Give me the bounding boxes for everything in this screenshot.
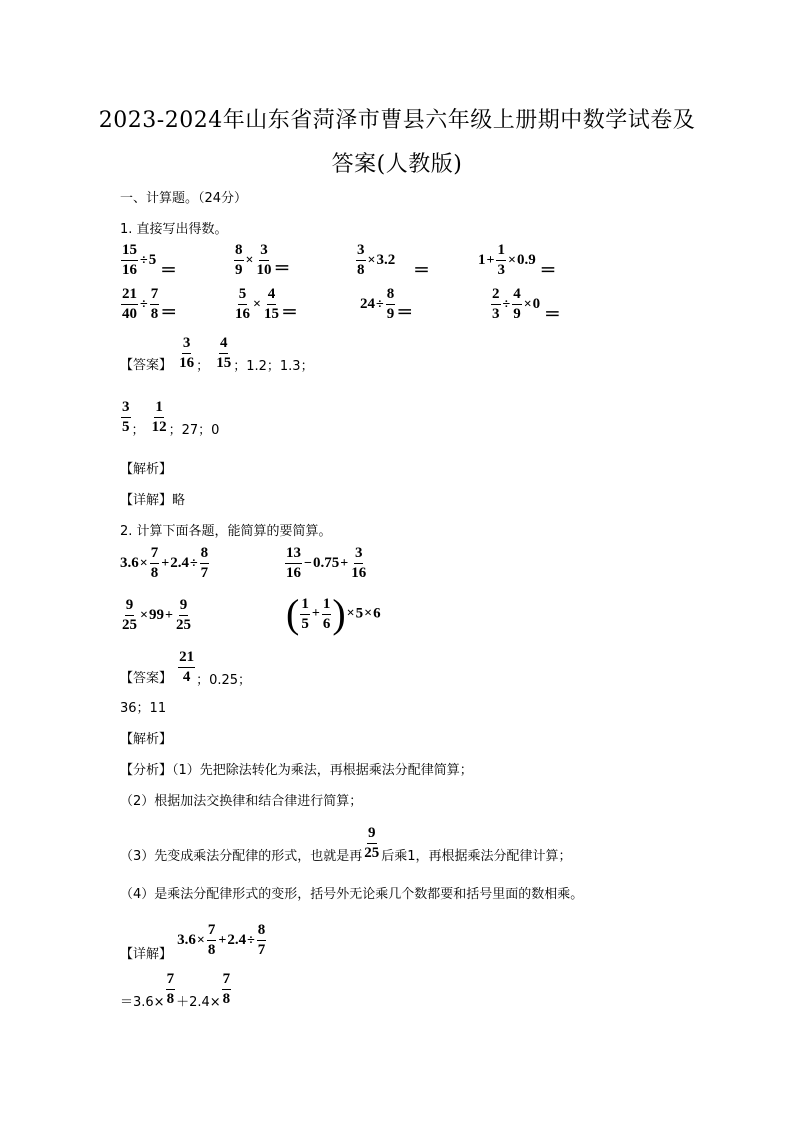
q2-problem-1: 3.6× $\frac{7}{8}$ +2.4÷ $\frac{8}{7}$ (120, 545, 209, 581)
answer-fraction-1-12: $\frac{1}{12}$ (151, 399, 167, 435)
q2-problem-3: $\frac{9}{25}$ ×99+ $\frac{9}{25}$ (122, 597, 191, 633)
answer-tail: ；0.25； (196, 673, 252, 688)
answer-tail: ；1.2；1.3； (233, 359, 314, 374)
detail-label: 【详解】 (120, 946, 173, 962)
problem-1: $\frac{15}{16}$ ÷5 ＝ (122, 242, 177, 280)
q2-analysis-line-1: 【分析】（1）先把除法转化为乘法，再根据乘法分配律简算； (120, 763, 473, 778)
problem-2: $\frac{8}{9}$ × $\frac{3}{10}$ ＝ (235, 242, 291, 278)
q1-analysis-label: 【解析】 (120, 462, 173, 477)
problem-7: 24÷ $\frac{8}{9}$ ＝ (360, 286, 414, 322)
q1-answer-line1: $_{【答案】}$ $\frac{3}{16}$ $_;$ $\frac{4}{15}$ $_{;1.2;1.3;}$ (120, 335, 314, 374)
q1-detail (120, 489, 185, 508)
q2-analysis-line-4: （4）是乘法分配律形式的变形，括号外无论乘几个数都要和括号里面的数相乘。 (120, 887, 584, 902)
q2-answer-line2: 36；11 (120, 701, 167, 716)
q2-analysis-label: 【解析】 (120, 732, 173, 747)
q2-detail-step1: $_{=3.6\times}$ $\frac{7}{8}$ $_{+2.4\times}$ $\frac{7}{8}$ (120, 971, 231, 1010)
problem-6: $\frac{5}{16}$ × $\frac{4}{15}$ ＝ (235, 286, 298, 322)
fraction-7-8: $\frac{7}{8}$ (222, 971, 231, 1007)
answer-fraction-4-15: $\frac{4}{15}$ (216, 335, 232, 371)
answer-label: 【答案】 (120, 358, 173, 373)
answer-fraction-21-4: $\frac{21}{4}$ (179, 649, 195, 685)
q2-answer-line1 (120, 649, 252, 688)
q2-detail (120, 922, 267, 962)
answer-fraction-3-16: $\frac{3}{16}$ (179, 335, 195, 371)
section-heading: 一、计算题。（24分） (120, 191, 248, 206)
question-1-prompt: 1. 直接写出得数。 (120, 222, 228, 237)
q2-problem-2: $\frac{13}{16}$ −0.75+ $\frac{3}{16}$ (286, 545, 367, 581)
document-title-line1: 2023-2024年山东省菏泽市曹县六年级上册期中数学试卷及 (98, 108, 696, 133)
fraction-7-8: $\frac{7}{8}$ (166, 971, 175, 1007)
q2-problem-4: ( $\frac{1}{5}$ + $\frac{1}{6}$ )×5×6 (286, 591, 381, 636)
document-title-line2: 答案(人教版) (331, 152, 463, 177)
answer-label: 【答案】 (120, 671, 173, 686)
problem-3: $\frac{3}{8}$ ×3.2 ＝ (357, 242, 430, 280)
answer-fraction-3-5: $\frac{3}{5}$ (122, 399, 130, 435)
problem-8: $\frac{2}{3}$ ÷ $\frac{4}{9}$ ×0 ＝ (492, 286, 561, 324)
q2-analysis-line-2: （2）根据加法交换律和结合律进行简算； (120, 794, 363, 809)
answer-tail-2: ；27；0 (168, 423, 220, 438)
fraction-9-25: $\frac{9}{25}$ (364, 825, 380, 861)
question-2-prompt: 2. 计算下面各题，能简算的要简算。 (120, 524, 332, 539)
problem-4: 1+ $\frac{1}{3}$ ×0.9 ＝ (478, 242, 557, 280)
problem-5: $\frac{21}{40}$ ÷ $\frac{7}{8}$ ＝ (122, 286, 178, 322)
q2-analysis-line-3: $_{(3)先变成乘法分配律的形式,也就是再}$ $\frac{9}{25}$ $_{后乘1,再根据乘法分配律计算;}$ (120, 825, 572, 864)
q1-answer-line2: $\frac{3}{5}$ $_;$ $\frac{1}{12}$ $_{;27;0}$ (122, 399, 220, 438)
detail-label: 【详解】 (120, 493, 173, 508)
detail-expression: 3.6× $\frac{7}{8}$ +2.4÷ $\frac{8}{7}$ (177, 922, 266, 958)
detail-text: 略 (172, 493, 186, 508)
